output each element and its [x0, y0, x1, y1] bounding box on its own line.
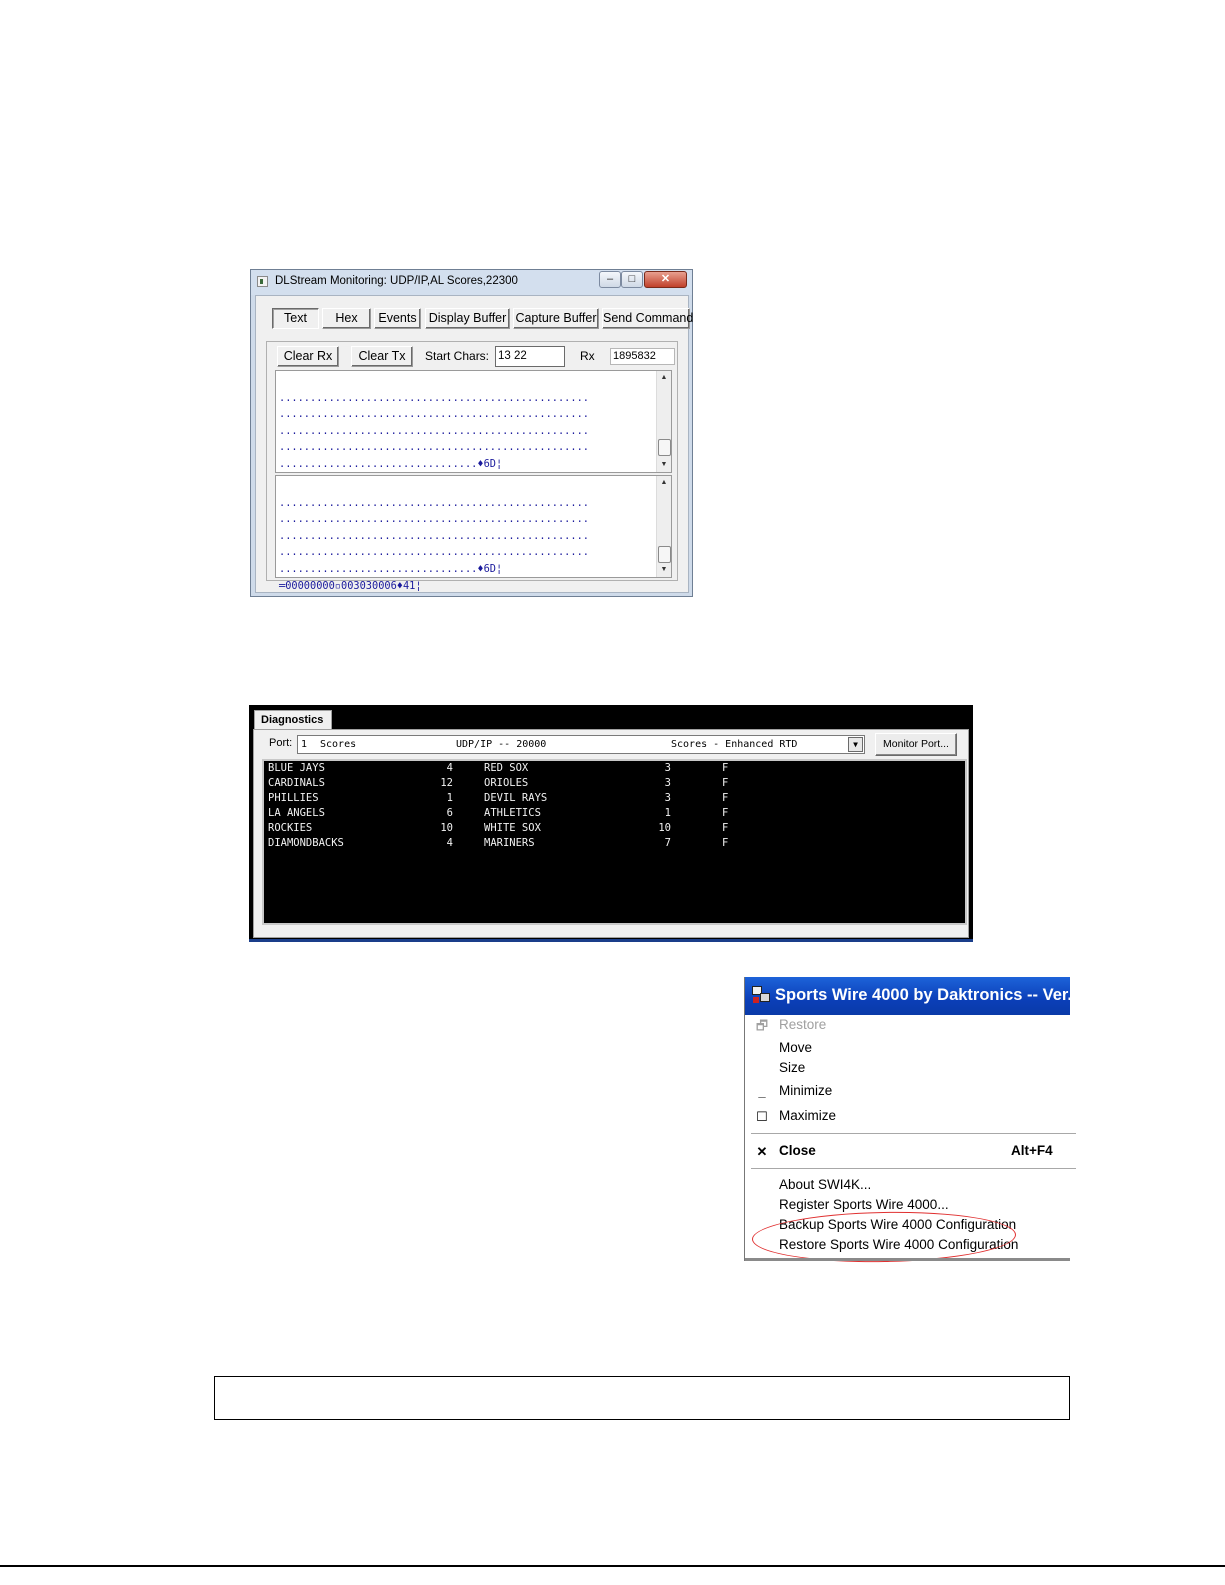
team2: WHITE SOX [484, 822, 541, 834]
score2: 3 [664, 762, 671, 774]
start-chars-label: Start Chars: [425, 349, 490, 363]
scroll-thumb[interactable] [658, 546, 671, 563]
port-id: 1 [301, 739, 308, 750]
score2: 7 [664, 837, 671, 849]
game-status: F [722, 792, 729, 804]
menu-item-close[interactable] [745, 1141, 1070, 1163]
menu-label: Restore Sports Wire 4000 Configuration [779, 1237, 1019, 1252]
game-status: F [722, 777, 729, 789]
tab-send-command[interactable]: Send Command [602, 308, 690, 329]
menu-label: About SWI4K... [779, 1177, 872, 1192]
team1: PHILLIES [268, 792, 319, 804]
menu-separator [751, 1133, 1076, 1135]
team2: MARINERS [484, 837, 535, 849]
empty-caption-box [214, 1376, 1070, 1420]
scroll-thumb[interactable] [658, 439, 671, 456]
rx-label: Rx [580, 349, 595, 363]
maximize-icon: ☐ [756, 1109, 768, 1124]
start-chars-input[interactable]: 13 22 [495, 346, 565, 367]
sports-wire-titlebar[interactable] [745, 977, 1070, 1015]
chevron-down-icon[interactable]: ▼ [848, 737, 863, 752]
menu-label: Restore [779, 1017, 827, 1032]
game-status: F [722, 762, 729, 774]
stream-line: .................................................. [279, 441, 589, 454]
menu-separator [751, 1168, 1076, 1170]
panel-bottom-edge [249, 939, 973, 942]
scroll-down-icon[interactable]: ▼ [660, 461, 668, 468]
port-label: Port: [269, 737, 293, 749]
score2: 1 [664, 807, 671, 819]
tx-stream-text [279, 478, 589, 594]
score1: 1 [446, 792, 453, 804]
score-row [268, 762, 729, 777]
dlstream-window [250, 269, 693, 597]
tab-capture-buffer[interactable]: Capture Buffer [513, 308, 599, 329]
scroll-down-icon[interactable]: ▼ [660, 566, 668, 573]
menu-label: Maximize [779, 1108, 837, 1123]
maximize-icon: □ [628, 273, 636, 285]
tab-text[interactable]: Text [272, 308, 319, 329]
app-icon [752, 986, 770, 1004]
port-type: Scores - Enhanced RTD [671, 739, 798, 750]
menu-label: Minimize [779, 1083, 833, 1098]
tab-hex[interactable]: Hex [322, 308, 371, 329]
score-row [268, 777, 729, 792]
score1: 4 [446, 762, 453, 774]
scores-console[interactable] [262, 759, 967, 925]
monitor-port-button[interactable]: Monitor Port... [875, 733, 957, 756]
app-icon [257, 276, 268, 287]
close-icon: ✕ [660, 273, 671, 285]
game-status: F [722, 807, 729, 819]
menu-label: Move [779, 1040, 813, 1055]
tab-display-buffer[interactable]: Display Buffer [425, 308, 510, 329]
menu-item-restore[interactable] [745, 1015, 1070, 1037]
score2: 10 [658, 822, 671, 834]
menu-item-move[interactable] [745, 1038, 1070, 1060]
stream-line: .................................................. [279, 391, 589, 404]
team2: RED SOX [484, 762, 529, 774]
text-panel [266, 341, 678, 592]
menu-label: Register Sports Wire 4000... [779, 1197, 949, 1212]
rx-stream-view[interactable] [275, 370, 672, 473]
close-icon: ✕ [756, 1144, 768, 1159]
tx-scrollbar[interactable] [656, 476, 671, 577]
minimize-icon: – [606, 273, 614, 285]
port-select[interactable] [297, 735, 865, 754]
diagnostics-frame [253, 729, 969, 938]
clear-rx-button[interactable]: Clear Rx [277, 346, 339, 367]
system-menu [744, 977, 1070, 1261]
menu-bottom-edge [745, 1258, 1070, 1261]
game-status: F [722, 822, 729, 834]
team1: DIAMONDBACKS [268, 837, 344, 849]
minimize-button[interactable] [599, 271, 621, 288]
dlstream-body [255, 295, 694, 593]
shortcut-label: Alt+F4 [1011, 1143, 1053, 1158]
score1: 12 [440, 777, 453, 789]
window-title: Sports Wire 4000 by Daktronics -- Ver. [775, 986, 1072, 1004]
rx-scrollbar[interactable] [656, 371, 671, 472]
menu-item-maximize[interactable] [745, 1106, 1070, 1128]
score-row [268, 837, 729, 852]
stream-line: .................................................. [279, 496, 589, 509]
stream-line: .................................................. [279, 408, 589, 421]
menu-item-about[interactable] [745, 1175, 1070, 1197]
tab-events[interactable]: Events [374, 308, 421, 329]
menu-item-minimize[interactable] [745, 1081, 1070, 1103]
rx-stream-text [279, 373, 589, 489]
team1: LA ANGELS [268, 807, 325, 819]
score-row [268, 822, 729, 837]
score1: 10 [440, 822, 453, 834]
stream-line: .................................................. [279, 513, 589, 526]
scroll-up-icon[interactable]: ▲ [660, 479, 668, 486]
tab-diagnostics[interactable]: Diagnostics [254, 710, 332, 730]
port-protocol: UDP/IP -- 20000 [456, 739, 547, 750]
clear-tx-button[interactable]: Clear Tx [351, 346, 413, 367]
game-status: F [722, 837, 729, 849]
score-row [268, 807, 729, 822]
score2: 3 [664, 792, 671, 804]
team1: BLUE JAYS [268, 762, 325, 774]
score1: 4 [446, 837, 453, 849]
menu-label: Size [779, 1060, 806, 1075]
tx-stream-view[interactable] [275, 475, 672, 592]
dlstream-titlebar[interactable] [251, 270, 692, 295]
stream-line: .................................................. [279, 424, 589, 437]
menu-label: Close [779, 1143, 816, 1158]
stream-line: ................................♦6D¦ [279, 562, 503, 575]
minimize-icon: _ [758, 1084, 766, 1099]
score1: 6 [446, 807, 453, 819]
team2: DEVIL RAYS [484, 792, 548, 804]
stream-line: .................................................. [279, 529, 589, 542]
team1: ROCKIES [268, 822, 313, 834]
score2: 3 [664, 777, 671, 789]
maximize-button[interactable] [621, 271, 643, 288]
stream-line: .................................................. [279, 546, 589, 559]
team1: CARDINALS [268, 777, 325, 789]
menu-label: Backup Sports Wire 4000 Configuration [779, 1217, 1017, 1232]
stream-line: ................................♦6D¦ [279, 457, 503, 470]
port-name: Scores [320, 739, 357, 750]
score-row [268, 792, 729, 807]
window-title: DLStream Monitoring: UDP/IP,AL Scores,22300 [275, 275, 518, 287]
team2: ATHLETICS [484, 807, 541, 819]
team2: ORIOLES [484, 777, 529, 789]
stream-line: ═00000000▫003030006♦41¦ [279, 579, 422, 592]
footer-rule [0, 1565, 1225, 1567]
scroll-up-icon[interactable]: ▲ [660, 374, 668, 381]
close-button[interactable] [644, 271, 687, 288]
rx-count-field: 1895832 [610, 348, 675, 365]
menu-item-size[interactable] [745, 1058, 1070, 1080]
diagnostics-panel [249, 705, 973, 942]
restore-icon: 🗗 [755, 1018, 769, 1033]
